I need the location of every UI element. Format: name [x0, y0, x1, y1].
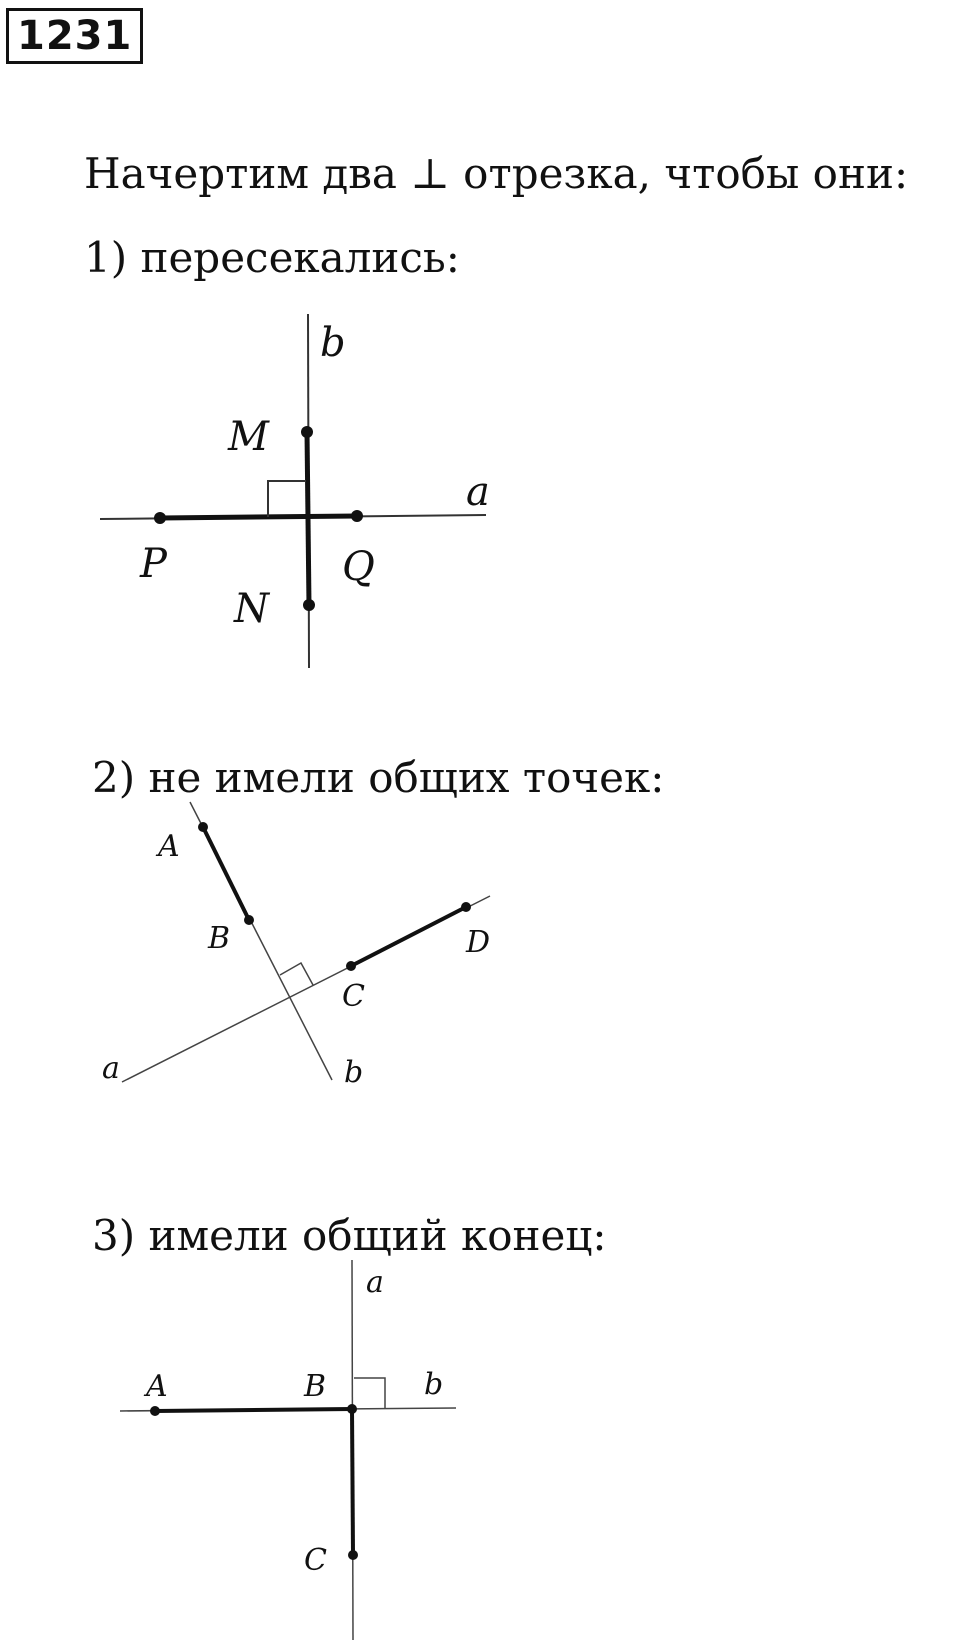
label-a: a [102, 1051, 120, 1086]
item-1-text: 1) пересекались: [84, 233, 460, 282]
label-B: B [208, 921, 231, 956]
segment-MN [307, 432, 309, 605]
point-M [301, 426, 313, 438]
figure-2-no-common-points [0, 790, 560, 1140]
figure-1-intersecting [0, 300, 560, 690]
point-N [303, 599, 315, 611]
intro-text: Начертим два ⊥ отрезка, чтобы они: [84, 149, 909, 198]
label-a: a [366, 1265, 384, 1300]
problem-number: 1231 [6, 8, 143, 64]
label-b: b [320, 320, 346, 366]
label-D: D [466, 925, 491, 960]
item-3-text: 3) имели общий конец: [92, 1211, 607, 1260]
right-angle-mark [354, 1378, 385, 1408]
label-Q: Q [342, 544, 375, 590]
point-B [244, 915, 254, 925]
point-C [346, 961, 356, 971]
point-A [198, 822, 208, 832]
right-angle-mark [280, 963, 313, 985]
segment-AB [203, 827, 249, 920]
label-N: N [234, 586, 269, 632]
point-P [154, 512, 166, 524]
segment-CD [351, 907, 466, 966]
label-A: A [146, 1369, 168, 1404]
point-B [347, 1404, 357, 1414]
point-C [348, 1550, 358, 1560]
right-angle-mark [268, 481, 306, 517]
point-D [461, 902, 471, 912]
label-C: C [304, 1543, 327, 1578]
point-Q [351, 510, 363, 522]
segment-PQ [160, 516, 357, 518]
item-2-text: 2) не имели общих точек: [92, 753, 665, 802]
figure-3-common-end [0, 1250, 560, 1643]
label-b: b [424, 1367, 444, 1402]
label-M: M [228, 414, 269, 460]
label-P: P [140, 541, 167, 587]
point-A [150, 1406, 160, 1416]
label-A: A [158, 829, 180, 864]
label-B: B [304, 1369, 327, 1404]
label-C: C [342, 979, 365, 1014]
segment-BC [352, 1409, 353, 1555]
label-a: a [466, 469, 490, 515]
segment-AB [155, 1409, 352, 1411]
label-b: b [344, 1055, 364, 1090]
